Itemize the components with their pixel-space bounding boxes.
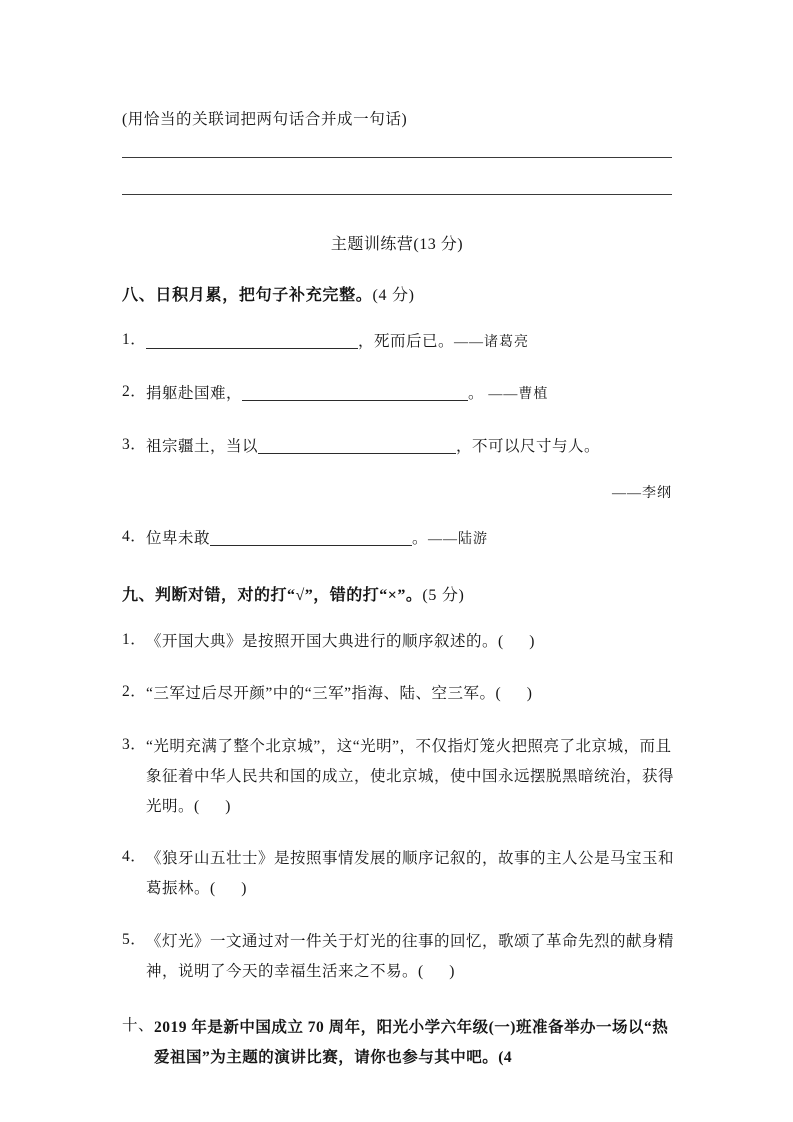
paren-close: ) xyxy=(449,962,455,980)
section-banner: 主题训练营(13 分) xyxy=(330,236,464,254)
paren-close: ) xyxy=(241,880,247,898)
question-eight-score: (4 分) xyxy=(372,287,415,305)
statement-text: “光明充满了整个北京城”，这“光明”，不仅指灯笼火把照亮了北京城，而且象征着中华人民共和国的成立，使北京城，使中国永远摆脱黑暗统治，获得光明。 xyxy=(146,737,675,815)
item-text xyxy=(146,732,674,823)
item-number: 2． xyxy=(122,383,147,401)
item-text-before: 捐躯赴国难， xyxy=(146,385,243,403)
item-number: 5． xyxy=(122,930,147,948)
fill-in-blank[interactable] xyxy=(242,385,468,401)
paren-open: ( xyxy=(498,633,504,651)
item-number: 4． xyxy=(122,527,147,545)
prompt-note: (用恰当的关联词把两句话合并成一句话) xyxy=(122,111,408,128)
question-heading-eight xyxy=(122,282,674,305)
item-text-after: ，死而后已。 xyxy=(358,333,455,351)
paren-open: ( xyxy=(495,685,501,703)
list-item xyxy=(122,327,674,357)
list-item xyxy=(122,732,674,823)
attribution: ——陆游 xyxy=(428,531,489,547)
item-text xyxy=(146,927,674,987)
answer-parenthesis[interactable] xyxy=(194,792,230,822)
item-text xyxy=(146,844,674,904)
statement-text: 《开国大典》是按照开国大典进行的顺序叙述的。 xyxy=(146,633,499,651)
answer-parenthesis[interactable] xyxy=(496,679,532,709)
item-number: 4． xyxy=(122,848,147,866)
list-item xyxy=(122,627,674,657)
item-text xyxy=(146,327,674,357)
blank-answer-line[interactable] xyxy=(122,157,672,158)
item-text xyxy=(146,524,674,554)
paren-close: ) xyxy=(526,685,532,703)
item-text-before: 位卑未敢 xyxy=(146,529,211,547)
question-nine-score: (5 分) xyxy=(422,587,465,605)
attribution: ——诸葛亮 xyxy=(454,335,530,351)
answer-parenthesis[interactable] xyxy=(210,874,246,904)
attribution: ——曹植 xyxy=(488,387,549,403)
question-eight-label: 八、日积月累，把句子补充完整。 xyxy=(122,287,373,305)
list-item xyxy=(122,844,674,904)
statement-text: 《狼牙山五壮士》是按照事情发展的顺序记叙的，故事的主人公是马宝玉和葛振林。 xyxy=(146,850,675,898)
item-number: 3． xyxy=(122,435,147,453)
item-number: 十、 xyxy=(122,1017,155,1035)
item-text xyxy=(146,679,674,709)
paren-open: ( xyxy=(418,962,424,980)
item-text-after: 。 xyxy=(412,529,429,547)
item-text-after: 。 xyxy=(468,385,485,403)
attribution-right: ——李纲 xyxy=(612,485,672,501)
question-nine-label: 九、判断对错，对的打“√”，错的打“×”。 xyxy=(122,587,423,605)
question-ten-text: 2019 年是新中国成立 70 周年，阳光小学六年级(一)班准备举办一场以“热爱祖国”为主题的演讲比赛，请你也参与其中吧。(4 xyxy=(154,1019,669,1067)
item-number: 3． xyxy=(122,735,147,753)
item-text-before: 祖宗疆土，当以 xyxy=(146,437,259,455)
list-item xyxy=(122,432,674,462)
list-item xyxy=(122,927,674,987)
paren-open: ( xyxy=(194,798,200,815)
paren-close: ) xyxy=(529,633,535,651)
statement-text: 《灯光》一文通过对一件关于灯光的往事的回忆，歌颂了革命先烈的献身精神，说明了今天的幸福生活来之不易。 xyxy=(146,932,675,980)
item-text xyxy=(146,432,674,462)
item-text-after: ，不可以尺寸与人。 xyxy=(456,437,601,455)
answer-parenthesis[interactable] xyxy=(418,957,454,987)
paren-close: ) xyxy=(225,798,231,815)
fill-in-blank[interactable] xyxy=(258,438,456,454)
page-content-column xyxy=(122,0,674,1074)
blank-answer-line[interactable] xyxy=(122,194,672,195)
list-item xyxy=(122,524,674,554)
question-ten xyxy=(122,1013,674,1073)
item-number: 2． xyxy=(122,683,147,701)
answer-lines-group xyxy=(122,157,674,195)
fill-in-blank[interactable] xyxy=(210,530,412,546)
fill-in-blank[interactable] xyxy=(146,333,358,349)
question-heading-nine xyxy=(122,582,674,605)
statement-text: “三军过后尽开颜”中的“三军”指海、陆、空三军。 xyxy=(146,685,496,703)
item-number: 1． xyxy=(122,331,147,349)
list-item xyxy=(122,679,674,709)
list-item xyxy=(122,379,674,409)
paren-open: ( xyxy=(210,880,216,898)
item-text xyxy=(146,627,674,657)
item-number: 1． xyxy=(122,631,147,649)
answer-parenthesis[interactable] xyxy=(498,627,534,657)
item-text xyxy=(146,379,674,409)
